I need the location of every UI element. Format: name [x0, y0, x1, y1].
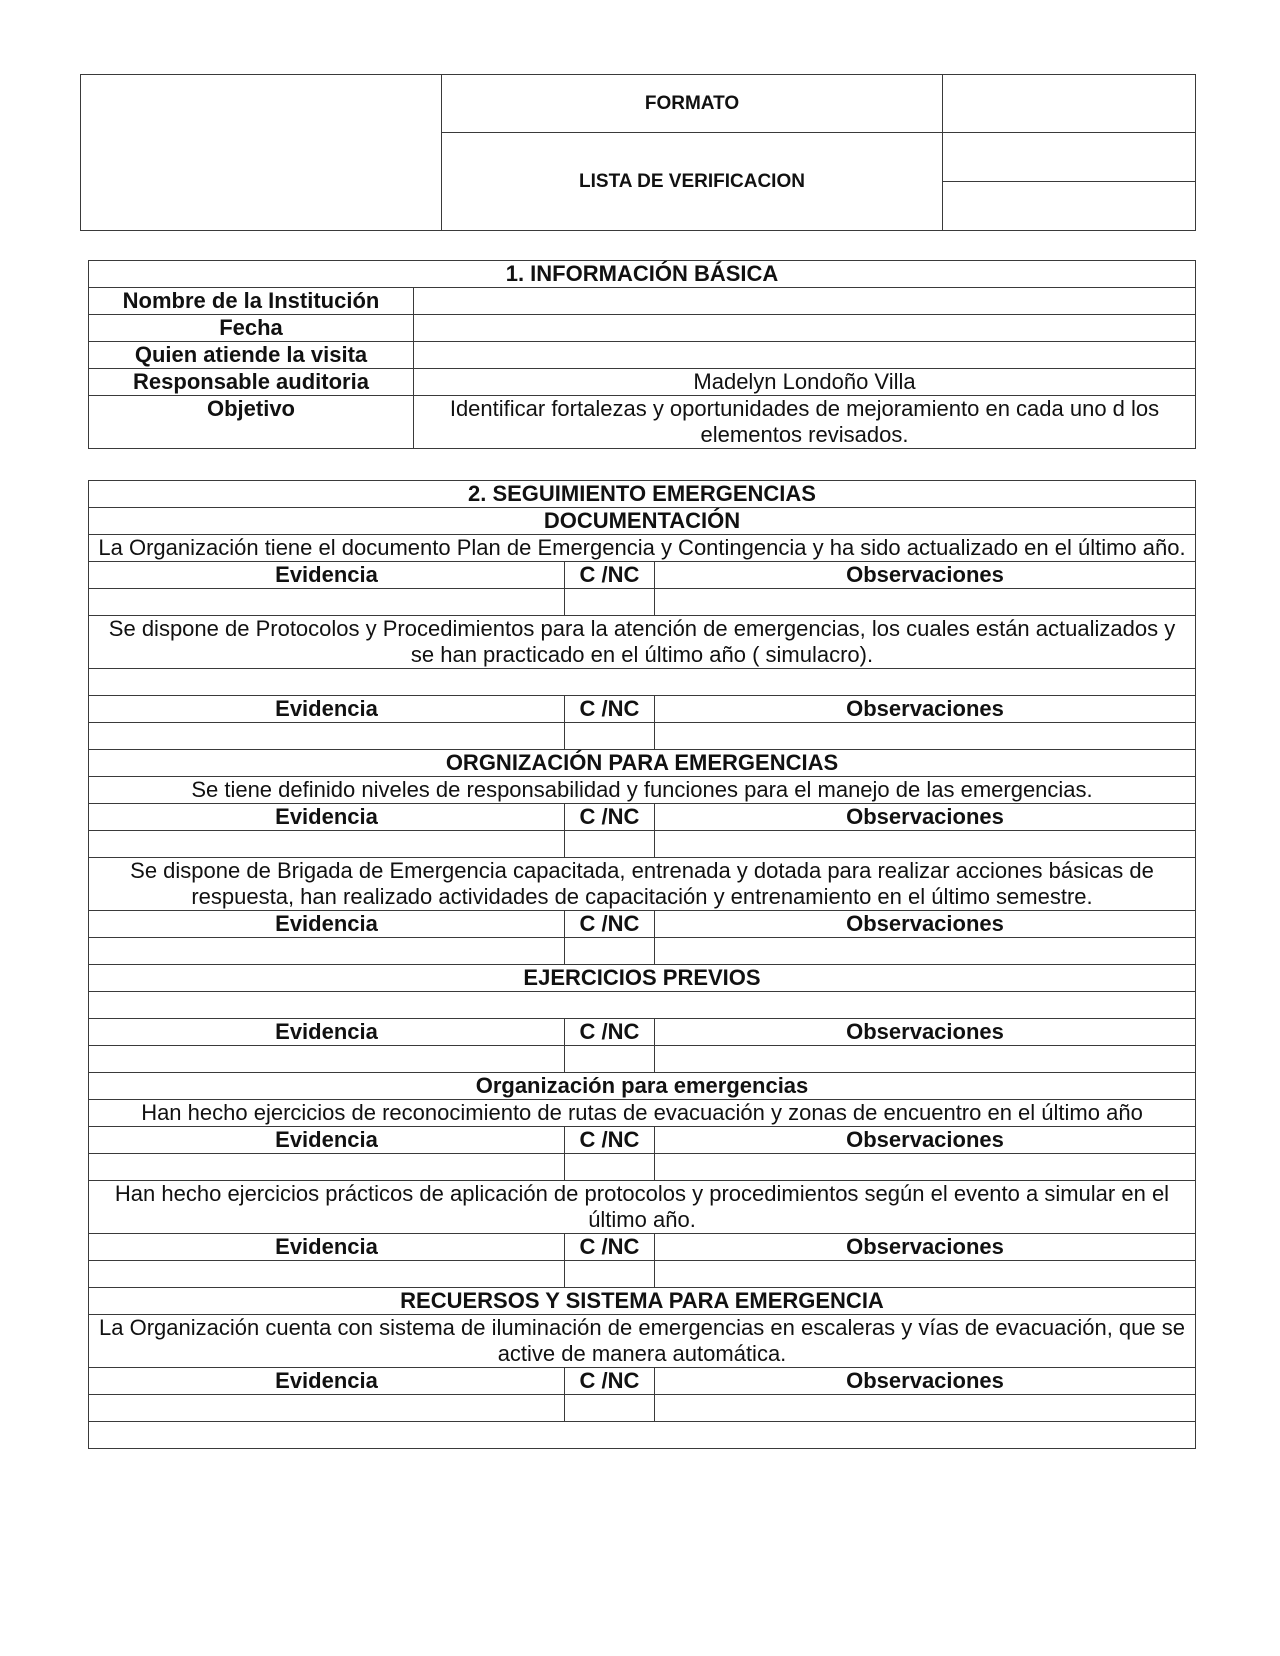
col-observaciones: Observaciones	[655, 1127, 1196, 1154]
col-evidencia: Evidencia	[89, 1368, 565, 1395]
cnc-cell	[565, 1395, 655, 1422]
section-organizacion-2: Organización para emergencias	[89, 1073, 1196, 1100]
version-cell	[943, 133, 1196, 181]
item-brigada: Se dispone de Brigada de Emergencia capacitada, entrenada y dotada para realizar acciones básicas de respuesta, han realizado actividades de capacitación y entrenamiento en el último semestre.	[89, 858, 1196, 911]
date-value	[414, 315, 1196, 342]
cnc-cell	[565, 938, 655, 965]
col-observaciones: Observaciones	[655, 1368, 1196, 1395]
item-niveles: Se tiene definido niveles de responsabilidad y funciones para el manejo de las emergencias.	[89, 777, 1196, 804]
basic-info-title: 1. INFORMACIÓN BÁSICA	[89, 261, 1196, 288]
section-documentacion: DOCUMENTACIÓN	[89, 508, 1196, 535]
item-iluminacion: La Organización cuenta con sistema de iluminación de emergencias en escaleras y vías de evacuación, que se active de manera automática.	[89, 1315, 1196, 1368]
obs-cell	[655, 589, 1196, 616]
col-observaciones: Observaciones	[655, 804, 1196, 831]
col-cnc: C /NC	[565, 1368, 655, 1395]
obs-cell	[655, 1261, 1196, 1288]
obs-cell	[655, 1395, 1196, 1422]
blank-row	[89, 992, 1196, 1019]
cnc-cell	[565, 589, 655, 616]
col-cnc: C /NC	[565, 562, 655, 589]
item-practicos: Han hecho ejercicios prácticos de aplicación de protocolos y procedimientos según el evento a simular en el último año.	[89, 1181, 1196, 1234]
col-cnc: C /NC	[565, 1019, 655, 1046]
cnc-cell	[565, 1261, 655, 1288]
attendee-value	[414, 342, 1196, 369]
col-cnc: C /NC	[565, 911, 655, 938]
followup-title: 2. SEGUIMIENTO EMERGENCIAS	[89, 481, 1196, 508]
col-evidencia: Evidencia	[89, 1234, 565, 1261]
obs-cell	[655, 1046, 1196, 1073]
cnc-cell	[565, 1046, 655, 1073]
col-observaciones: Observaciones	[655, 696, 1196, 723]
col-cnc: C /NC	[565, 804, 655, 831]
institution-value	[414, 288, 1196, 315]
col-observaciones: Observaciones	[655, 1234, 1196, 1261]
code-cell	[943, 75, 1196, 133]
col-cnc: C /NC	[565, 1234, 655, 1261]
blank-row	[89, 1422, 1196, 1449]
item-protocolos: Se dispone de Protocolos y Procedimientos para la atención de emergencias, los cuales están actualizados y se han practicado en el último año ( simulacro).	[89, 616, 1196, 669]
section-organizacion: ORGNIZACIÓN PARA EMERGENCIAS	[89, 750, 1196, 777]
col-evidencia: Evidencia	[89, 696, 565, 723]
auditor-value: Madelyn Londoño Villa	[414, 369, 1196, 396]
formato-title: FORMATO	[442, 75, 943, 133]
cnc-cell	[565, 1154, 655, 1181]
date-cell	[943, 181, 1196, 230]
item-rutas: Han hecho ejercicios de reconocimiento de rutas de evacuación y zonas de encuentro en el último año	[89, 1100, 1196, 1127]
objective-label: Objetivo	[89, 396, 414, 449]
evidencia-cell	[89, 938, 565, 965]
evidencia-cell	[89, 1046, 565, 1073]
col-cnc: C /NC	[565, 1127, 655, 1154]
evidencia-cell	[89, 589, 565, 616]
objective-value: Identificar fortalezas y oportunidades de mejoramiento en cada uno d los elementos revisados.	[414, 396, 1196, 449]
auditor-label: Responsable auditoria	[89, 369, 414, 396]
evidencia-cell	[89, 831, 565, 858]
col-evidencia: Evidencia	[89, 1127, 565, 1154]
item-plan: La Organización tiene el documento Plan de Emergencia y Contingencia y ha sido actualizado en el último año.	[89, 535, 1196, 562]
obs-cell	[655, 1154, 1196, 1181]
col-evidencia: Evidencia	[89, 1019, 565, 1046]
institution-label: Nombre de la Institución	[89, 288, 414, 315]
date-label: Fecha	[89, 315, 414, 342]
evidencia-cell	[89, 1395, 565, 1422]
lista-title: LISTA DE VERIFICACION	[442, 133, 943, 231]
cnc-cell	[565, 831, 655, 858]
cnc-cell	[565, 723, 655, 750]
col-cnc: C /NC	[565, 696, 655, 723]
obs-cell	[655, 723, 1196, 750]
basic-info-table	[88, 260, 1196, 449]
evidencia-cell	[89, 723, 565, 750]
obs-cell	[655, 938, 1196, 965]
evidencia-cell	[89, 1261, 565, 1288]
col-evidencia: Evidencia	[89, 911, 565, 938]
blank-row	[89, 669, 1196, 696]
obs-cell	[655, 831, 1196, 858]
evidencia-cell	[89, 1154, 565, 1181]
section-ejercicios: EJERCICIOS PREVIOS	[89, 965, 1196, 992]
section-recursos: RECUERSOS Y SISTEMA PARA EMERGENCIA	[89, 1288, 1196, 1315]
attendee-label: Quien atiende la visita	[89, 342, 414, 369]
logo-cell	[81, 75, 442, 231]
col-observaciones: Observaciones	[655, 1019, 1196, 1046]
col-evidencia: Evidencia	[89, 804, 565, 831]
followup-table	[88, 480, 1196, 1449]
col-observaciones: Observaciones	[655, 911, 1196, 938]
header-table	[80, 74, 1196, 231]
col-observaciones: Observaciones	[655, 562, 1196, 589]
col-evidencia: Evidencia	[89, 562, 565, 589]
